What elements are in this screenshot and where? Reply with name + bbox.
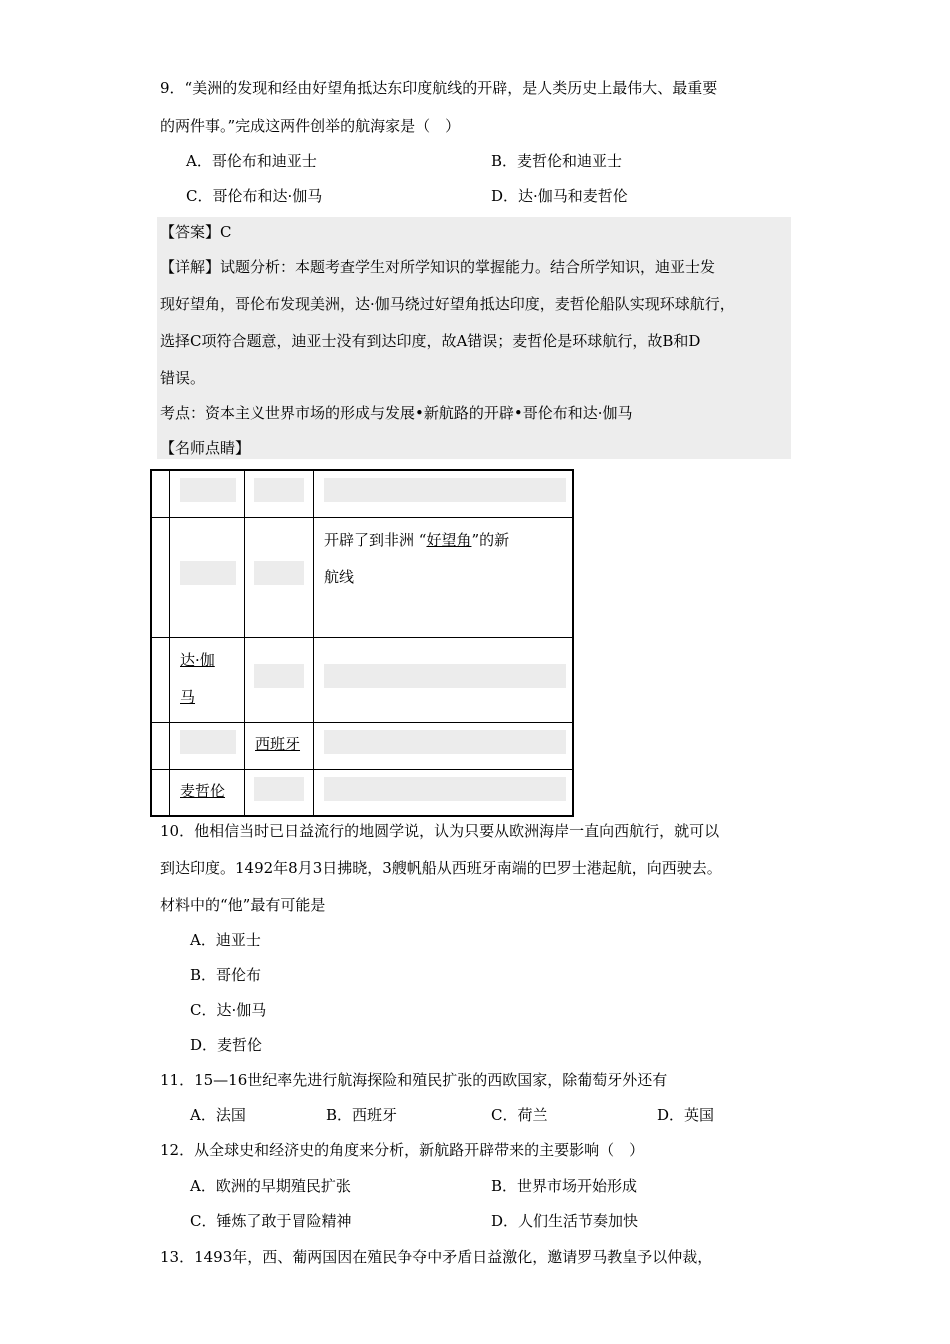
detail-line-4: 错误。 [160, 369, 206, 387]
q10-stem-line2: 到达印度。1492年8月3日拂晓，3艘帆船从西班牙南端的巴罗士港起航，向西驶去。 [160, 859, 722, 877]
mingshi-heading: 【名师点睛】 [160, 439, 251, 457]
country-spain: 西班牙 [255, 735, 301, 753]
answer-label: 【答案】C [160, 223, 232, 241]
blank-cell [324, 730, 566, 754]
blank-cell [180, 730, 236, 754]
blank-cell [254, 664, 304, 688]
navigator-name-dagama-line2: 马 [180, 688, 196, 706]
q10-option-c: C．达·伽马 [190, 1001, 267, 1019]
detail-line-3: 选择C项符合题意，迪亚士没有到达印度，故A错误；麦哲伦是环球航行，故B和D [160, 332, 701, 350]
q10-option-a: A．迪亚士 [190, 931, 261, 949]
q11-option-d: D．英国 [657, 1106, 715, 1124]
detail-line-1: 【详解】试题分析：本题考查学生对所学知识的掌握能力。结合所学知识，迪亚士发 [160, 258, 716, 276]
q9-option-a: A．哥伦布和迪亚士 [186, 152, 317, 170]
table-col-divider [244, 471, 245, 815]
blank-cell [254, 561, 304, 585]
blank-cell [324, 777, 566, 801]
kaodian-line: 考点：资本主义世界市场的形成与发展•新航路的开辟•哥伦布和达·伽马 [160, 404, 633, 422]
q12-option-d: D．人们生活节奏加快 [491, 1212, 639, 1230]
q11-option-c: C．荷兰 [491, 1106, 548, 1124]
q11-option-a: A．法国 [190, 1106, 246, 1124]
route-description-line2: 航线 [324, 568, 355, 586]
detail-line-2: 现好望角，哥伦布发现美洲，达·伽马绕过好望角抵达印度，麦哲伦船队实现环球航行， [160, 295, 735, 313]
q12-option-b: B．世界市场开始形成 [491, 1177, 638, 1195]
q9-option-c: C．哥伦布和达·伽马 [186, 187, 323, 205]
blank-cell [324, 478, 566, 502]
q9-stem-line2: 的两件事。”完成这两件创举的航海家是（ ） [160, 117, 461, 135]
table-col-divider [313, 471, 314, 815]
q12-option-c: C．锤炼了敢于冒险精神 [190, 1212, 352, 1230]
q11-stem: 11．15—16世纪率先进行航海探险和殖民扩张的西欧国家，除葡萄牙外还有 [160, 1071, 668, 1089]
navigator-table [150, 469, 574, 817]
q10-stem-line3: 材料中的“他”最有可能是 [160, 896, 326, 914]
table-row-divider [152, 637, 572, 638]
q10-stem-line1: 10．他相信当时已日益流行的地圆学说，认为只要从欧洲海岸一直向西航行，就可以 [160, 822, 720, 840]
q9-option-b: B．麦哲伦和迪亚士 [491, 152, 623, 170]
table-row-divider [152, 722, 572, 723]
q11-option-b: B．西班牙 [326, 1106, 398, 1124]
q12-stem: 12．从全球史和经济史的角度来分析，新航路开辟带来的主要影响（ ） [160, 1141, 645, 1159]
blank-cell [180, 478, 236, 502]
q9-option-d: D．达·伽马和麦哲伦 [491, 187, 628, 205]
cape-of-good-hope-text: 好望角 [426, 531, 472, 549]
q10-option-b: B．哥伦布 [190, 966, 262, 984]
q13-stem: 13．1493年，西、葡两国因在殖民争夺中矛盾日益激化，邀请罗马教皇予以仲裁， [160, 1248, 713, 1266]
blank-cell [254, 478, 304, 502]
blank-cell [254, 777, 304, 801]
blank-cell [324, 664, 566, 688]
table-row-divider [152, 769, 572, 770]
q12-option-a: A．欧洲的早期殖民扩张 [190, 1177, 351, 1195]
q9-stem-line1: 9．“美洲的发现和经由好望角抵达东印度航线的开辟，是人类历史上最伟大、最重要 [160, 79, 718, 97]
route-description: 开辟了到非洲 “好望角”的新 [324, 531, 510, 549]
blank-cell [180, 561, 236, 585]
navigator-name-magellan: 麦哲伦 [180, 782, 226, 800]
q10-option-d: D．麦哲伦 [190, 1036, 263, 1054]
navigator-name-dagama: 达·伽 [180, 651, 215, 669]
table-col-divider [169, 471, 170, 815]
table-row-divider [152, 517, 572, 518]
